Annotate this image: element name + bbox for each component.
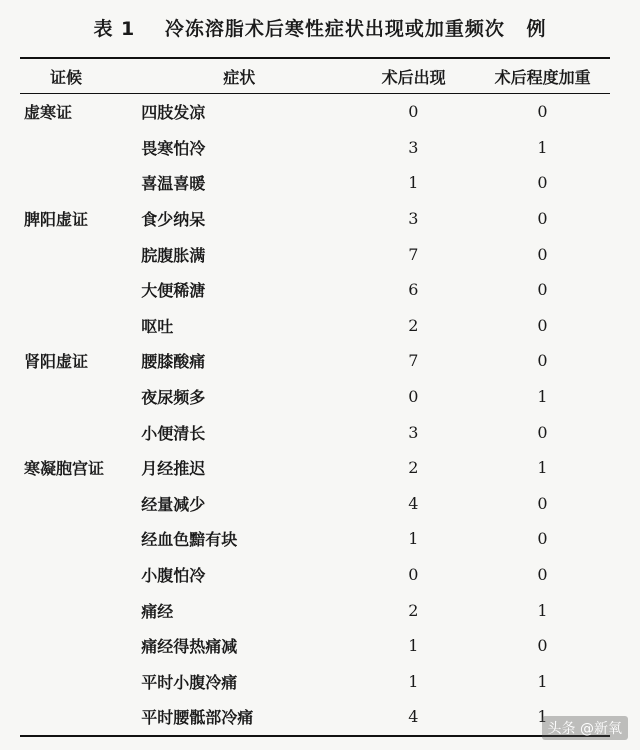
syndrome-cell: 脾阳虚证	[24, 210, 89, 230]
worse-count-cell: 0	[537, 493, 548, 513]
symptom-cell: 月经推迟	[141, 459, 206, 479]
table-row	[20, 343, 610, 379]
appear-count-cell: 0	[408, 565, 419, 585]
header-appear: 术后出现	[381, 67, 446, 87]
symptom-cell: 经血色黯有块	[141, 530, 238, 550]
header-symptom: 症状	[223, 67, 256, 87]
symptom-cell: 小便清长	[141, 423, 206, 443]
worse-count-cell: 1	[537, 707, 548, 727]
worse-count-cell: 0	[537, 173, 548, 193]
appear-count-cell: 2	[408, 600, 419, 620]
appear-count-cell: 1	[408, 671, 419, 691]
table-row	[20, 201, 610, 237]
syndrome-cell: 寒凝胞宫证	[24, 459, 105, 479]
symptom-cell: 平时小腹冷痛	[141, 672, 238, 692]
table-body	[20, 94, 610, 735]
symptom-cell: 喜温喜暖	[141, 174, 206, 194]
header-worse: 术后程度加重	[494, 67, 591, 87]
table-row	[20, 130, 610, 166]
appear-count-cell: 1	[408, 529, 419, 549]
symptom-cell: 小腹怕冷	[141, 566, 206, 586]
symptom-cell: 痛经	[141, 601, 174, 621]
syndrome-cell: 肾阳虚证	[24, 352, 89, 372]
worse-count-cell: 0	[537, 351, 548, 371]
symptom-cell: 脘腹胀满	[141, 245, 206, 265]
table-number: 表 1	[93, 18, 136, 40]
worse-count-cell: 0	[537, 315, 548, 335]
symptom-cell: 畏寒怕冷	[141, 138, 206, 158]
appear-count-cell: 2	[408, 458, 419, 478]
symptom-cell: 四肢发凉	[141, 103, 206, 123]
worse-count-cell: 1	[537, 671, 548, 691]
worse-count-cell: 1	[537, 458, 548, 478]
table-unit: 例	[526, 18, 547, 40]
symptom-cell: 呕吐	[141, 316, 174, 336]
table-row	[20, 414, 610, 450]
appear-count-cell: 4	[408, 707, 419, 727]
symptom-cell: 腰膝酸痛	[141, 352, 206, 372]
appear-count-cell: 3	[408, 422, 419, 442]
table-row	[20, 592, 610, 628]
worse-count-cell: 0	[537, 565, 548, 585]
table-row	[20, 450, 610, 486]
appear-count-cell: 3	[408, 209, 419, 229]
appear-count-cell: 0	[408, 102, 419, 122]
table-header	[20, 59, 610, 94]
worse-count-cell: 0	[537, 209, 548, 229]
table-row	[20, 628, 610, 664]
symptom-cell: 食少纳呆	[141, 210, 206, 230]
symptom-cell: 夜尿频多	[141, 388, 206, 408]
table-row	[20, 236, 610, 272]
symptom-cell: 平时腰骶部冷痛	[141, 708, 254, 728]
appear-count-cell: 6	[408, 280, 419, 300]
appear-count-cell: 3	[408, 137, 419, 157]
worse-count-cell: 0	[537, 636, 548, 656]
worse-count-cell: 0	[537, 280, 548, 300]
symptom-cell: 痛经得热痛减	[141, 637, 238, 657]
table-row	[20, 699, 610, 735]
table-row	[20, 379, 610, 415]
symptom-table	[20, 57, 610, 737]
header-syndrome: 证候	[50, 67, 83, 87]
table-row	[20, 521, 610, 557]
table-title	[0, 14, 640, 41]
appear-count-cell: 2	[408, 315, 419, 335]
symptom-cell: 经量减少	[141, 494, 206, 514]
worse-count-cell: 0	[537, 102, 548, 122]
worse-count-cell: 0	[537, 244, 548, 264]
worse-count-cell: 1	[537, 387, 548, 407]
appear-count-cell: 7	[408, 244, 419, 264]
table-row	[20, 557, 610, 593]
table-row	[20, 94, 610, 130]
symptom-cell: 大便稀溏	[141, 281, 206, 301]
worse-count-cell: 0	[537, 422, 548, 442]
appear-count-cell: 1	[408, 636, 419, 656]
table-row	[20, 272, 610, 308]
syndrome-cell: 虚寒证	[24, 103, 73, 123]
appear-count-cell: 1	[408, 173, 419, 193]
appear-count-cell: 4	[408, 493, 419, 513]
appear-count-cell: 0	[408, 387, 419, 407]
worse-count-cell: 1	[537, 137, 548, 157]
worse-count-cell: 1	[537, 600, 548, 620]
table-row	[20, 165, 610, 201]
worse-count-cell: 0	[537, 529, 548, 549]
table-row	[20, 308, 610, 344]
table-caption: 冷冻溶脂术后寒性症状出现或加重频次	[164, 18, 505, 40]
table-row	[20, 486, 610, 522]
appear-count-cell: 7	[408, 351, 419, 371]
watermark: 头条 @新氧	[542, 716, 628, 740]
table-row	[20, 664, 610, 700]
